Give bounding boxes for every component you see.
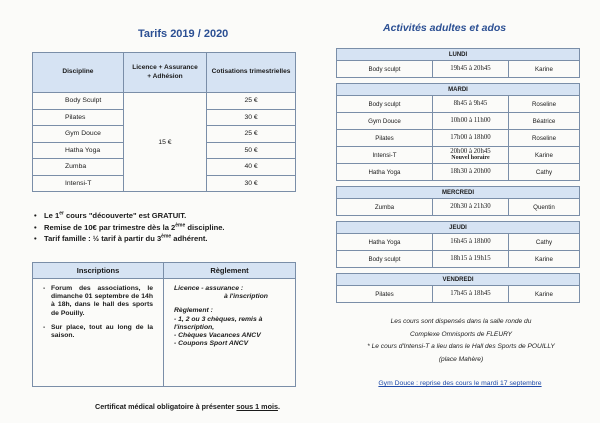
activite-cell: Pilates: [337, 286, 433, 303]
activite-cell: Hatha Yoga: [337, 164, 433, 181]
cotisation-cell: 40 €: [207, 159, 296, 176]
day-header: MERCREDI: [337, 187, 580, 199]
horaire-text: 19h45 à 20h45: [450, 65, 491, 73]
list-item: - Forum des associations, le dimanche 01 septembre de 14h à 18h, dans le hall des sports de Pouilly.: [51, 285, 153, 318]
note-famille: • Tarif famille : ½ tarif à partir du 3ème adhérent.: [34, 233, 225, 245]
horaire-cell: [432, 147, 508, 164]
table-row: [337, 147, 580, 164]
prof-cell: Roseline: [508, 96, 579, 113]
table-row: [337, 286, 580, 303]
activite-cell: Hatha Yoga: [337, 234, 433, 251]
activites-table: [336, 48, 580, 303]
discipline-cell: Gym Douce: [33, 126, 124, 143]
note-line: Complexe Omnisports de FLEURY: [410, 330, 512, 338]
discipline-cell: Body Sculpt: [33, 93, 124, 110]
table-row: [337, 251, 580, 268]
licence-cell: 15 €: [123, 93, 206, 192]
cotisation-cell: 25 €: [207, 126, 296, 143]
horaire-text: 16h45 à 18h00: [450, 238, 491, 246]
activite-cell: Zumba: [337, 199, 433, 216]
header-licence: Licence + Assurance + Adhésion: [123, 53, 206, 93]
horaire-cell: [432, 113, 508, 130]
discipline-cell: Zumba: [33, 159, 124, 176]
prof-cell: Cathy: [508, 234, 579, 251]
horaire-cell: [432, 286, 508, 303]
note-line: * Le cours d'Intensi-T a lieu dans le Hall des Sports de POUILLY: [367, 343, 555, 350]
horaire-cell: [432, 96, 508, 113]
horaire-cell: [432, 234, 508, 251]
discipline-cell: Pilates: [33, 109, 124, 126]
table-row: [33, 93, 296, 110]
horaire-text: 20h00 à 20h45: [450, 147, 491, 155]
reglement-line: Règlement :: [174, 307, 213, 315]
activites-notes: [342, 316, 580, 366]
tarifs-title: Tarifs 2019 / 2020: [138, 28, 229, 40]
prof-cell: Quentin: [508, 199, 579, 216]
certificat-note: Certificat médical obligatoire à présenter sous 1 mois.: [95, 402, 280, 411]
reglement-line: - Chèques Vacances ANCV: [174, 332, 261, 340]
prof-cell: Karine: [508, 286, 579, 303]
prof-cell: Karine: [508, 147, 579, 164]
horaire-text: 17h00 à 18h00: [450, 134, 491, 142]
horaire-text: 17h45 à 18h45: [450, 290, 491, 298]
inscriptions-table: [32, 262, 296, 387]
cotisation-cell: 25 €: [207, 93, 296, 110]
note-line: Les cours sont dispensés dans la salle ronde du: [390, 318, 532, 325]
discipline-cell: Intensi-T: [33, 175, 124, 192]
activite-cell: Intensi-T: [337, 147, 433, 164]
activite-cell: Body sculpt: [337, 251, 433, 268]
note-decouverte: • Le 1er cours "découverte" est GRATUIT.: [34, 210, 225, 222]
horaire-text: 18h15 à 19h15: [450, 255, 491, 263]
horaire-cell: [432, 164, 508, 181]
activite-cell: Pilates: [337, 130, 433, 147]
cotisation-cell: 30 €: [207, 109, 296, 126]
cotisation-cell: 50 €: [207, 142, 296, 159]
discipline-cell: Hatha Yoga: [33, 142, 124, 159]
prof-cell: Karine: [508, 251, 579, 268]
prof-cell: Cathy: [508, 164, 579, 181]
inscriptions-cell: [33, 279, 164, 387]
table-row: [337, 130, 580, 147]
horaire-cell: [432, 251, 508, 268]
horaire-cell: [432, 130, 508, 147]
table-row: [337, 164, 580, 181]
header-cotisations: Cotisations trimestrielles: [207, 53, 296, 93]
tarifs-table: [32, 52, 296, 192]
note-remise: • Remise de 10€ par trimestre dès la 2ème discipline.: [34, 222, 225, 234]
horaire-cell: [432, 199, 508, 216]
prof-cell: Karine: [508, 61, 579, 78]
activites-title: Activités adultes et ados: [383, 22, 507, 34]
horaire-text: 18h30 à 20h00: [450, 168, 491, 176]
activite-cell: Body sculpt: [337, 96, 433, 113]
inscriptions-header: Inscriptions: [33, 263, 164, 279]
note-line: (place Mahère): [438, 355, 484, 363]
day-header: JEUDI: [337, 222, 580, 234]
horaire-extra: Nouvel horaire: [451, 155, 490, 161]
horaire-text: 10h00 à 11h00: [450, 117, 491, 125]
horaire-text: 20h30 à 21h30: [450, 203, 491, 211]
prof-cell: Béatrice: [508, 113, 579, 130]
gym-douce-notice: Gym Douce : reprise des cours le mardi 17 septembre: [378, 380, 542, 387]
horaire-cell: [432, 61, 508, 78]
list-item: - Sur place, tout au long de la saison.: [51, 324, 153, 340]
table-row: [337, 234, 580, 251]
reglement-cell: [164, 279, 296, 387]
reglement-line: - 1, 2 ou 3 chèques, remis à l'inscription,: [174, 315, 263, 331]
reglement-header: Règlement: [164, 263, 296, 279]
table-row: [337, 113, 580, 130]
table-row: [337, 96, 580, 113]
day-header: MARDI: [337, 84, 580, 96]
horaire-text: 8h45 à 9h45: [453, 100, 488, 108]
table-row: [337, 61, 580, 78]
tarif-notes: [34, 210, 225, 245]
activite-cell: Body sculpt: [337, 61, 433, 78]
table-row: [337, 199, 580, 216]
reglement-line: Licence - assurance :: [174, 285, 244, 292]
prof-cell: Roseline: [508, 130, 579, 147]
activite-cell: Gym Douce: [337, 113, 433, 130]
day-header: LUNDI: [337, 49, 580, 61]
reglement-line: à l'inscription: [224, 293, 268, 301]
header-discipline: Discipline: [33, 53, 124, 93]
reglement-line: - Coupons Sport ANCV: [174, 340, 249, 348]
day-header: VENDREDI: [337, 274, 580, 286]
cotisation-cell: 30 €: [207, 175, 296, 192]
